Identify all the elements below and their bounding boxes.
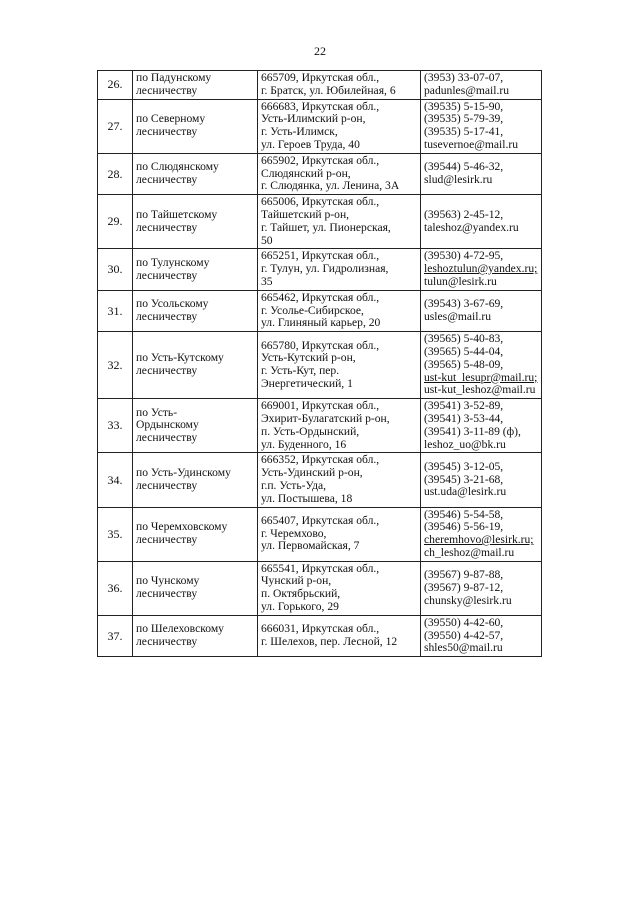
table-row [98, 99, 542, 153]
phone-number: (39530) 4-72-95, [424, 249, 504, 263]
phone-number: (39550) 4-42-60, [424, 615, 504, 629]
email-address: ust.uda@lesirk.ru [424, 485, 507, 499]
phone-number: (39535) 5-15-90, [424, 99, 504, 113]
address-line: 35 [261, 274, 273, 288]
forestry-name-line: по Слюдянскому [136, 160, 219, 174]
forestry-name-line: лесничеству [136, 125, 198, 139]
forestry-name-line: лесничеству [136, 478, 198, 492]
address-line: Эхирит-Булагатский р-он, [261, 411, 390, 425]
address-line: 666031, Иркутская обл., [261, 622, 380, 636]
forestry-name-cell [133, 290, 258, 331]
email-address: tusevernoe@mail.ru [424, 137, 519, 151]
contacts-cell [421, 453, 542, 507]
address-cell [258, 290, 421, 331]
row-number: 34. [98, 453, 133, 507]
table-body [98, 71, 542, 657]
forestry-name-cell [133, 399, 258, 453]
address-cell [258, 399, 421, 453]
email-address: ch_leshoz@mail.ru [424, 545, 515, 559]
email-address: taleshoz@yandex.ru [424, 220, 519, 234]
forestry-name-cell [133, 453, 258, 507]
forestry-name-line: лесничеству [136, 431, 198, 445]
forestry-name-cell [133, 71, 258, 100]
address-line: г. Усть-Кут, пер. [261, 364, 340, 378]
row-number: 30. [98, 249, 133, 290]
address-line: п. Октябрьский, [261, 587, 341, 601]
email-address: ust-kut_lesupr@mail.ru; [424, 370, 538, 384]
forestry-name-line: по Шелеховскому [136, 622, 224, 636]
address-cell [258, 153, 421, 194]
address-line: Чунский р-он, [261, 574, 332, 588]
phone-number: (39565) 5-48-09, [424, 357, 504, 371]
address-line: 665780, Иркутская обл., [261, 338, 380, 352]
row-number: 28. [98, 153, 133, 194]
address-cell [258, 99, 421, 153]
contacts-cell [421, 290, 542, 331]
row-number: 26. [98, 71, 133, 100]
email-address: tulun@lesirk.ru [424, 274, 497, 288]
address-line: 665709, Иркутская обл., [261, 71, 380, 84]
email-address: usles@mail.ru [424, 309, 492, 323]
address-line: 50 [261, 233, 273, 247]
contacts-cell [421, 249, 542, 290]
email-address: ust-kut_leshoz@mail.ru [424, 383, 536, 397]
address-cell [258, 507, 421, 561]
forestry-name-line: по Усть-Удинскому [136, 466, 231, 480]
phone-number: (39541) 3-52-89, [424, 399, 504, 413]
row-number: 33. [98, 399, 133, 453]
forestry-name-line: по Чунскому [136, 574, 200, 588]
table-row [98, 290, 542, 331]
email-address: chunsky@lesirk.ru [424, 593, 512, 607]
forestry-name-line: лесничеству [136, 268, 198, 282]
address-line: 665902, Иркутская обл., [261, 153, 380, 167]
forestry-name-cell [133, 507, 258, 561]
phone-number: (39550) 4-42-57, [424, 628, 504, 642]
address-line: Тайшетский р-он, [261, 207, 350, 221]
forestry-name-line: лесничеству [136, 309, 198, 323]
address-line: г.п. Усть-Уда, [261, 478, 327, 492]
forestry-name-cell [133, 249, 258, 290]
page-number: 22 [314, 44, 326, 58]
row-number: 31. [98, 290, 133, 331]
address-line: г. Шелехов, пер. Лесной, 12 [261, 635, 398, 649]
table-row [98, 249, 542, 290]
contacts-cell [421, 399, 542, 453]
address-cell [258, 332, 421, 399]
address-line: 666683, Иркутская обл., [261, 99, 380, 113]
address-line: 665462, Иркутская обл., [261, 290, 380, 304]
phone-number: (3953) 33-07-07, [424, 71, 504, 84]
email-address: leshoztulun@yandex.ru; [424, 262, 538, 276]
forestry-name-cell [133, 561, 258, 615]
phone-number: (39541) 3-53-44, [424, 411, 504, 425]
address-cell [258, 71, 421, 100]
contacts-cell [421, 561, 542, 615]
forestry-name-line: Ордынскому [136, 418, 199, 432]
forestry-name-line: лесничеству [136, 364, 198, 378]
forestry-name-cell [133, 153, 258, 194]
address-line: г. Усолье-Сибирское, [261, 303, 364, 317]
address-line: ул. Героев Труда, 40 [261, 137, 360, 151]
table-row [98, 615, 542, 656]
row-number: 37. [98, 615, 133, 656]
phone-number: (39567) 9-87-88, [424, 568, 504, 582]
forestry-name-cell [133, 615, 258, 656]
forestry-name-line: по Усть-Кутскому [136, 351, 224, 365]
forestry-name-line: лесничеству [136, 635, 198, 649]
phone-number: (39546) 5-54-58, [424, 507, 504, 521]
row-number: 35. [98, 507, 133, 561]
address-line: 665541, Иркутская обл., [261, 561, 380, 575]
phone-number: (39546) 5-56-19, [424, 520, 504, 534]
phone-number: (39565) 5-44-04, [424, 344, 504, 358]
address-line: ул. Первомайская, 7 [261, 539, 360, 553]
table-row [98, 507, 542, 561]
address-cell [258, 249, 421, 290]
phone-number: (39535) 5-17-41, [424, 125, 504, 139]
forestry-name-line: по Тулунскому [136, 255, 210, 269]
table-row [98, 71, 542, 100]
address-cell [258, 561, 421, 615]
address-line: ул. Горького, 29 [261, 600, 339, 614]
phone-number: (39541) 3-11-89 (ф), [424, 424, 521, 438]
email-address: shles50@mail.ru [424, 641, 503, 655]
address-line: ул. Буденного, 16 [261, 437, 347, 451]
table-row [98, 195, 542, 249]
address-line: Усть-Кутский р-он, [261, 351, 356, 365]
forestry-name-line: лесничеству [136, 533, 198, 547]
phone-number: (39543) 3-67-69, [424, 297, 504, 311]
phone-number: (39544) 5-46-32, [424, 160, 504, 174]
phone-number: (39535) 5-79-39, [424, 112, 504, 126]
address-line: Энергетический, 1 [261, 376, 353, 390]
address-line: п. Усть-Ордынский, [261, 424, 360, 438]
contacts-cell [421, 507, 542, 561]
phone-number: (39563) 2-45-12, [424, 207, 504, 221]
phone-number: (39545) 3-12-05, [424, 459, 504, 473]
phone-number: (39545) 3-21-68, [424, 472, 504, 486]
forestry-name-line: лесничеству [136, 587, 198, 601]
forestry-name-cell [133, 99, 258, 153]
address-cell [258, 453, 421, 507]
address-line: Усть-Илимский р-он, [261, 112, 366, 126]
email-address: cheremhovo@lesirk.ru; [424, 533, 534, 547]
row-number: 27. [98, 99, 133, 153]
table-row [98, 453, 542, 507]
forestry-name-line: по Черемховскому [136, 520, 228, 534]
email-address: slud@lesirk.ru [424, 172, 493, 186]
address-line: г. Братск, ул. Юбилейная, 6 [261, 83, 396, 97]
contacts-cell [421, 71, 542, 100]
email-address: padunles@mail.ru [424, 83, 510, 97]
address-line: 669001, Иркутская обл., [261, 399, 380, 413]
address-line: г. Тайшет, ул. Пионерская, [261, 220, 391, 234]
address-line: г. Слюдянка, ул. Ленина, 3А [261, 179, 400, 193]
forestry-name-line: лесничеству [136, 83, 198, 97]
table-row [98, 399, 542, 453]
address-line: ул. Глиняный карьер, 20 [261, 316, 381, 330]
forestry-name-line: по Тайшетскому [136, 207, 218, 221]
forestry-name-line: лесничеству [136, 220, 198, 234]
forestry-name-cell [133, 195, 258, 249]
address-line: 665006, Иркутская обл., [261, 195, 380, 209]
table-row [98, 561, 542, 615]
contacts-cell [421, 332, 542, 399]
phone-number: (39567) 9-87-12, [424, 580, 504, 594]
contacts-cell [421, 99, 542, 153]
forestry-name-line: по Усольскому [136, 297, 209, 311]
address-line: Слюдянский р-он, [261, 166, 351, 180]
address-line: 665407, Иркутская обл., [261, 513, 380, 527]
phone-number: (39565) 5-40-83, [424, 332, 504, 346]
address-line: 666352, Иркутская обл., [261, 453, 380, 467]
address-line: г. Усть-Илимск, [261, 125, 338, 139]
forestry-name-line: по Усть- [136, 405, 178, 419]
address-line: Усть-Удинский р-он, [261, 466, 363, 480]
address-line: г. Тулун, ул. Гидролизная, [261, 262, 389, 276]
forestry-name-line: лесничеству [136, 172, 198, 186]
contacts-cell [421, 195, 542, 249]
address-line: ул. Постышева, 18 [261, 491, 353, 505]
forestry-name-line: по Падунскому [136, 71, 212, 84]
address-line: г. Черемхово, [261, 526, 327, 540]
row-number: 29. [98, 195, 133, 249]
row-number: 32. [98, 332, 133, 399]
table-row [98, 332, 542, 399]
table-row [98, 153, 542, 194]
forestry-name-cell [133, 332, 258, 399]
address-line: 665251, Иркутская обл., [261, 249, 380, 263]
address-cell [258, 195, 421, 249]
address-cell [258, 615, 421, 656]
forestry-name-line: по Северному [136, 112, 206, 126]
email-address: leshoz_uo@bk.ru [424, 437, 506, 451]
row-number: 36. [98, 561, 133, 615]
contacts-cell [421, 615, 542, 656]
forestry-registry-table [97, 70, 542, 657]
contacts-cell [421, 153, 542, 194]
